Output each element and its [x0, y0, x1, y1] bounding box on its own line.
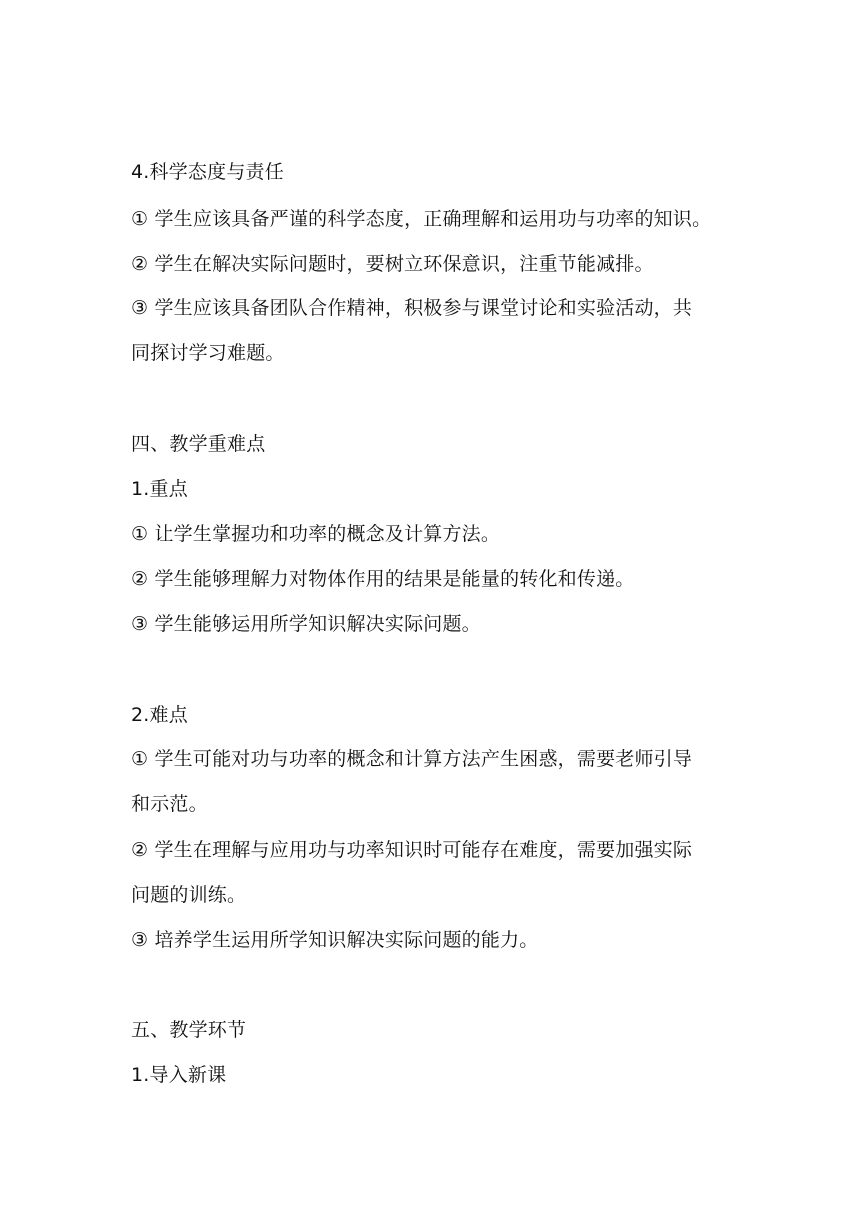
- list-item: ③ 学生应该具备团队合作精神，积极参与课堂讨论和实验活动，共: [131, 297, 693, 319]
- section-heading: 4.科学态度与责任: [131, 161, 284, 183]
- list-item: ③ 学生能够运用所学知识解决实际问题。: [131, 613, 481, 635]
- list-item: ① 让学生掌握功和功率的概念及计算方法。: [131, 523, 501, 545]
- list-item: ③ 培养学生运用所学知识解决实际问题的能力。: [131, 929, 539, 951]
- list-item-continuation: 和示范。: [131, 793, 208, 815]
- list-item: ② 学生在理解与应用功与功率知识时可能存在难度，需要加强实际: [131, 839, 693, 861]
- chapter-title: 四、教学重难点: [131, 433, 266, 455]
- list-item-continuation: 同探讨学习难题。: [131, 342, 285, 364]
- list-item: ① 学生应该具备严谨的科学态度，正确理解和运用功与功率的知识。: [131, 208, 712, 230]
- chapter-title: 五、教学环节: [131, 1019, 247, 1041]
- list-item-continuation: 问题的训练。: [131, 884, 247, 906]
- section-heading: 1.重点: [131, 478, 188, 500]
- section-heading: 2.难点: [131, 704, 188, 726]
- list-item: ② 学生在解决实际问题时，要树立环保意识，注重节能减排。: [131, 253, 654, 275]
- list-item: ② 学生能够理解力对物体作用的结果是能量的转化和传递。: [131, 568, 635, 590]
- list-item: ① 学生可能对功与功率的概念和计算方法产生困惑，需要老师引导: [131, 748, 693, 770]
- section-heading: 1.导入新课: [131, 1064, 227, 1086]
